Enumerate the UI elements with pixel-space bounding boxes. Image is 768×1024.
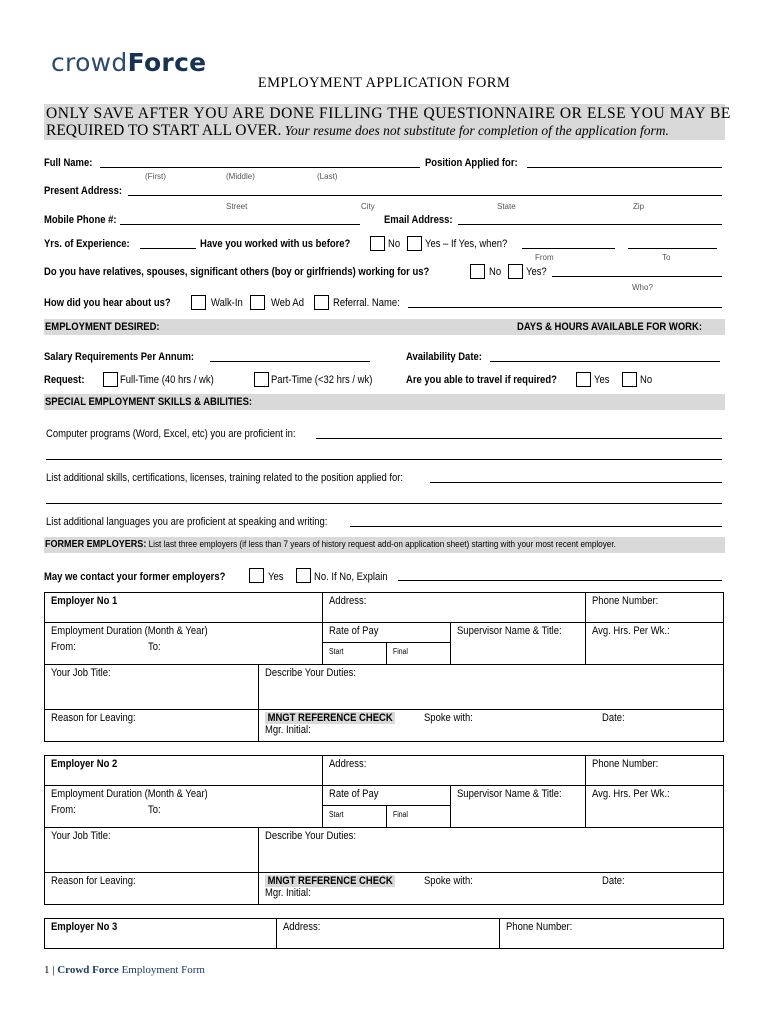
- employer-2-reason: Reason for Leaving:: [51, 875, 136, 887]
- worked-before-no-checkbox[interactable]: [370, 236, 385, 251]
- travel-label: Are you able to travel if required?: [406, 374, 557, 386]
- employer-2-phone: Phone Number:: [591, 758, 659, 770]
- mobile-label: Mobile Phone #:: [44, 214, 117, 226]
- availability-label: Availability Date:: [406, 351, 482, 363]
- relatives-yes-label: Yes?: [526, 266, 547, 278]
- employer-1-duties: Describe Your Duties:: [265, 667, 357, 679]
- footer-brand: Crowd Force: [57, 964, 119, 976]
- from-hint: From: [535, 253, 554, 262]
- employer-3-address: Address:: [282, 921, 321, 933]
- worked-before-no-label: No: [388, 238, 401, 250]
- worked-before-yes-label: Yes – If Yes, when?: [425, 238, 508, 250]
- employer-1-phone: Phone Number:: [591, 595, 659, 607]
- web-ad-label: Web Ad: [271, 297, 304, 309]
- worked-before-yes-checkbox[interactable]: [407, 236, 422, 251]
- to-hint: To: [662, 253, 671, 262]
- employer-2-start: Start: [328, 810, 344, 819]
- hear-label: How did you hear about us?: [44, 297, 171, 309]
- travel-yes-label: Yes: [594, 374, 610, 386]
- contact-no-label: No. If No, Explain: [314, 571, 388, 583]
- zip-hint: Zip: [633, 202, 645, 211]
- computer-programs-field[interactable]: [316, 438, 722, 439]
- warning-line-1: ONLY SAVE AFTER YOU ARE DONE FILLING THE QUESTIONNAIRE OR ELSE YOU MAY BE: [46, 105, 731, 122]
- employer-2-final: Final: [393, 810, 409, 819]
- travel-yes-checkbox[interactable]: [576, 372, 591, 387]
- who-hint: Who?: [632, 283, 653, 292]
- walk-in-checkbox[interactable]: [191, 295, 206, 310]
- employer-1-from: From:: [51, 641, 76, 653]
- additional-skills-field[interactable]: [430, 482, 722, 483]
- page-number: 1: [44, 964, 50, 976]
- email-label: Email Address:: [384, 214, 453, 226]
- last-hint: (Last): [317, 172, 338, 181]
- state-hint: State: [497, 202, 516, 211]
- relatives-label: Do you have relatives, spouses, significant others (boy or girlfriends) working for us?: [44, 266, 430, 278]
- first-hint: (First): [145, 172, 166, 181]
- referral-checkbox[interactable]: [314, 295, 329, 310]
- employer-1-mngt: MNGT REFERENCE CHECK: [265, 712, 395, 724]
- employer-2-duties: Describe Your Duties:: [265, 830, 357, 842]
- computer-programs-field-2[interactable]: [46, 459, 722, 460]
- present-address-label: Present Address:: [44, 185, 122, 197]
- contact-question: May we contact your former employers?: [44, 571, 226, 583]
- present-address-field[interactable]: [128, 195, 722, 196]
- employer-1-spoke: Spoke with:: [424, 712, 474, 724]
- position-label: Position Applied for:: [425, 157, 518, 169]
- relatives-who-field[interactable]: [552, 276, 722, 277]
- mobile-field[interactable]: [120, 224, 360, 225]
- employer-1-rate: Rate of Pay: [328, 625, 378, 637]
- worked-from-field[interactable]: [522, 248, 615, 249]
- middle-hint: (Middle): [226, 172, 255, 181]
- employer-2-mngt: MNGT REFERENCE CHECK: [265, 875, 395, 887]
- days-hours-heading: DAYS & HOURS AVAILABLE FOR WORK:: [517, 321, 703, 333]
- worked-before-label: Have you worked with us before?: [200, 238, 351, 250]
- part-time-checkbox[interactable]: [254, 372, 269, 387]
- employer-1-job-title: Your Job Title:: [51, 667, 111, 679]
- employer-2-job-title: Your Job Title:: [51, 830, 111, 842]
- employer-1-start: Start: [328, 647, 344, 656]
- walk-in-label: Walk-In: [211, 297, 243, 309]
- warning-banner: [44, 104, 731, 140]
- contact-yes-checkbox[interactable]: [249, 568, 264, 583]
- employer-2-duration: Employment Duration (Month & Year): [51, 788, 208, 800]
- referral-label: Referral. Name:: [333, 297, 400, 309]
- employment-desired-heading: EMPLOYMENT DESIRED:: [45, 321, 160, 333]
- employer-2-address: Address:: [328, 758, 366, 770]
- full-time-label: Full-Time (40 hrs / wk): [120, 374, 214, 386]
- employer-2-avg-hrs: Avg. Hrs. Per Wk.:: [591, 788, 670, 800]
- salary-field[interactable]: [210, 361, 370, 362]
- employer-2-table: [44, 755, 724, 905]
- employer-3-phone: Phone Number:: [506, 921, 573, 933]
- employer-1-supervisor: Supervisor Name & Title:: [457, 625, 562, 637]
- former-employers-heading: FORMER EMPLOYERS: List last three employers (if less than 7 years of history request add-on application sheet) starting with your most recent employer.: [45, 538, 616, 550]
- employer-2-rate: Rate of Pay: [328, 788, 378, 800]
- employer-2-date: Date:: [602, 875, 625, 887]
- form-title: EMPLOYMENT APPLICATION FORM: [257, 75, 511, 91]
- languages-field[interactable]: [350, 526, 722, 527]
- relatives-yes-checkbox[interactable]: [508, 264, 523, 279]
- contact-yes-label: Yes: [268, 571, 284, 583]
- employer-1-address: Address:: [328, 595, 366, 607]
- city-hint: City: [361, 202, 375, 211]
- salary-label: Salary Requirements Per Annum:: [44, 351, 195, 363]
- email-field[interactable]: [458, 224, 722, 225]
- additional-skills-label: List additional skills, certifications, licenses, training related to the position applied for:: [46, 472, 404, 484]
- web-ad-checkbox[interactable]: [250, 295, 265, 310]
- part-time-label: Part-Time (<32 hrs / wk): [271, 374, 373, 386]
- computer-programs-label: Computer programs (Word, Excel, etc) you are proficient in:: [46, 428, 296, 440]
- employer-2-to: To:: [147, 804, 161, 816]
- referral-name-field[interactable]: [408, 307, 722, 308]
- contact-no-checkbox[interactable]: [296, 568, 311, 583]
- employer-2-spoke: Spoke with:: [424, 875, 474, 887]
- travel-no-checkbox[interactable]: [622, 372, 637, 387]
- employer-1-final: Final: [393, 647, 409, 656]
- worked-to-field[interactable]: [628, 248, 717, 249]
- employer-2-supervisor: Supervisor Name & Title:: [457, 788, 562, 800]
- full-time-checkbox[interactable]: [103, 372, 118, 387]
- availability-field[interactable]: [490, 361, 720, 362]
- contact-explain-field[interactable]: [398, 580, 722, 581]
- employer-2-from: From:: [51, 804, 76, 816]
- employer-2-heading: Employer No 2: [51, 758, 118, 770]
- full-name-field[interactable]: [100, 167, 420, 168]
- experience-label: Yrs. of Experience:: [44, 238, 130, 250]
- position-field[interactable]: [527, 167, 722, 168]
- warning-line-2: REQUIRED TO START ALL OVER. Your resume does not substitute for completion of the application form.: [46, 122, 669, 139]
- additional-skills-field-2[interactable]: [46, 503, 722, 504]
- relatives-no-label: No: [489, 266, 502, 278]
- company-logo: crowdForce: [51, 48, 207, 77]
- experience-field[interactable]: [140, 248, 196, 249]
- employer-1-heading: Employer No 1: [51, 595, 118, 607]
- employer-3-heading: Employer No 3: [51, 921, 118, 933]
- employer-1-reason: Reason for Leaving:: [51, 712, 136, 724]
- employer-1-avg-hrs: Avg. Hrs. Per Wk.:: [591, 625, 670, 637]
- employer-1-date: Date:: [602, 712, 625, 724]
- travel-no-label: No: [640, 374, 653, 386]
- footer-separator: |: [52, 964, 55, 976]
- employer-1-mgr: Mgr. Initial:: [265, 724, 312, 736]
- footer-text: Employment Form: [118, 964, 205, 976]
- employer-3-table: [44, 918, 724, 949]
- request-label: Request:: [44, 374, 85, 386]
- skills-heading: SPECIAL EMPLOYMENT SKILLS & ABILITIES:: [45, 396, 253, 408]
- employer-1-duration: Employment Duration (Month & Year): [51, 625, 208, 637]
- full-name-label: Full Name:: [44, 157, 93, 169]
- languages-label: List additional languages you are proficient at speaking and writing:: [46, 516, 328, 528]
- street-hint: Street: [226, 202, 248, 211]
- employer-1-table: [44, 592, 724, 742]
- employer-1-to: To:: [147, 641, 161, 653]
- employer-2-mgr: Mgr. Initial:: [265, 887, 312, 899]
- relatives-no-checkbox[interactable]: [470, 264, 485, 279]
- page-footer: [44, 964, 205, 976]
